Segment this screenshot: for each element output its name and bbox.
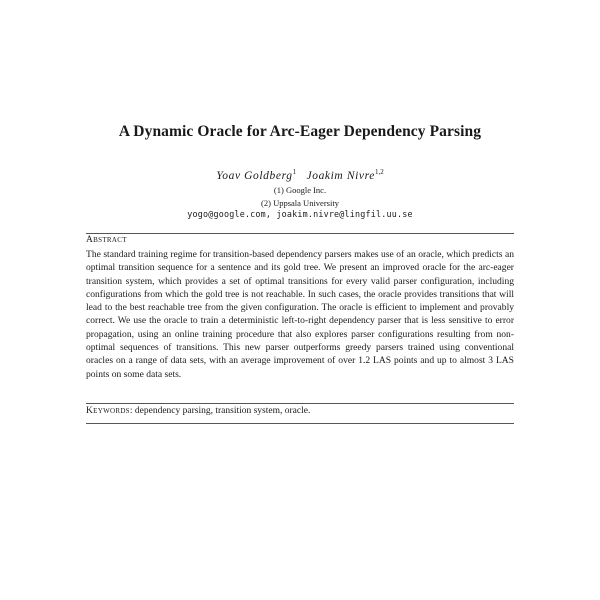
paper-title: A Dynamic Oracle for Arc-Eager Dependency Parsing (118, 123, 482, 140)
author-name: Yoav Goldberg (216, 170, 293, 182)
abstract-heading: Abstract (86, 235, 127, 245)
author-line (0, 168, 600, 182)
keywords-line (86, 406, 514, 416)
author-emails: yogo@google.com, joakim.nivre@lingfil.uu.se (187, 209, 413, 219)
keywords-bottom-rule (86, 423, 514, 424)
keywords-label: Keywords (86, 406, 130, 416)
affiliation: (1) Google Inc. (273, 185, 327, 195)
author-name: Joakim Nivre (306, 170, 375, 182)
keywords-separator: : (129, 406, 133, 416)
author-affil-mark: 1,2 (374, 168, 384, 176)
keywords-text: dependency parsing, transition system, oracle. (134, 406, 311, 416)
abstract-bottom-rule (86, 403, 514, 404)
abstract-top-rule (86, 233, 514, 234)
affiliation: (2) Uppsala University (261, 198, 339, 208)
abstract-text: The standard training regime for transition-based dependency parsers makes use of an oracle, which predicts an optimal transition sequence for a sentence and its gold tree. We present an improved oracle for the arc-eager transition system, which provides a set of optimal transitions for every valid parser configuration, including configurations from which the gold tree is not reachable. In such cases, the oracle provides transitions that will lead to the best reachable tree from the given configuration. The oracle is efficient to implement and provably correct. We use the oracle to train a deterministic left-to-right dependency parser that is less sensitive to error propagation, using an online training procedure that also explores parser configurations resulting from non-optimal sequences of transitions. This new parser outperforms greedy parsers trained using conventional oracles on a range of data sets, with an average improvement of over 1.2 LAS points and up to almost 3 LAS points on some data sets. (86, 249, 514, 380)
author-affil-mark: 1 (292, 168, 297, 176)
